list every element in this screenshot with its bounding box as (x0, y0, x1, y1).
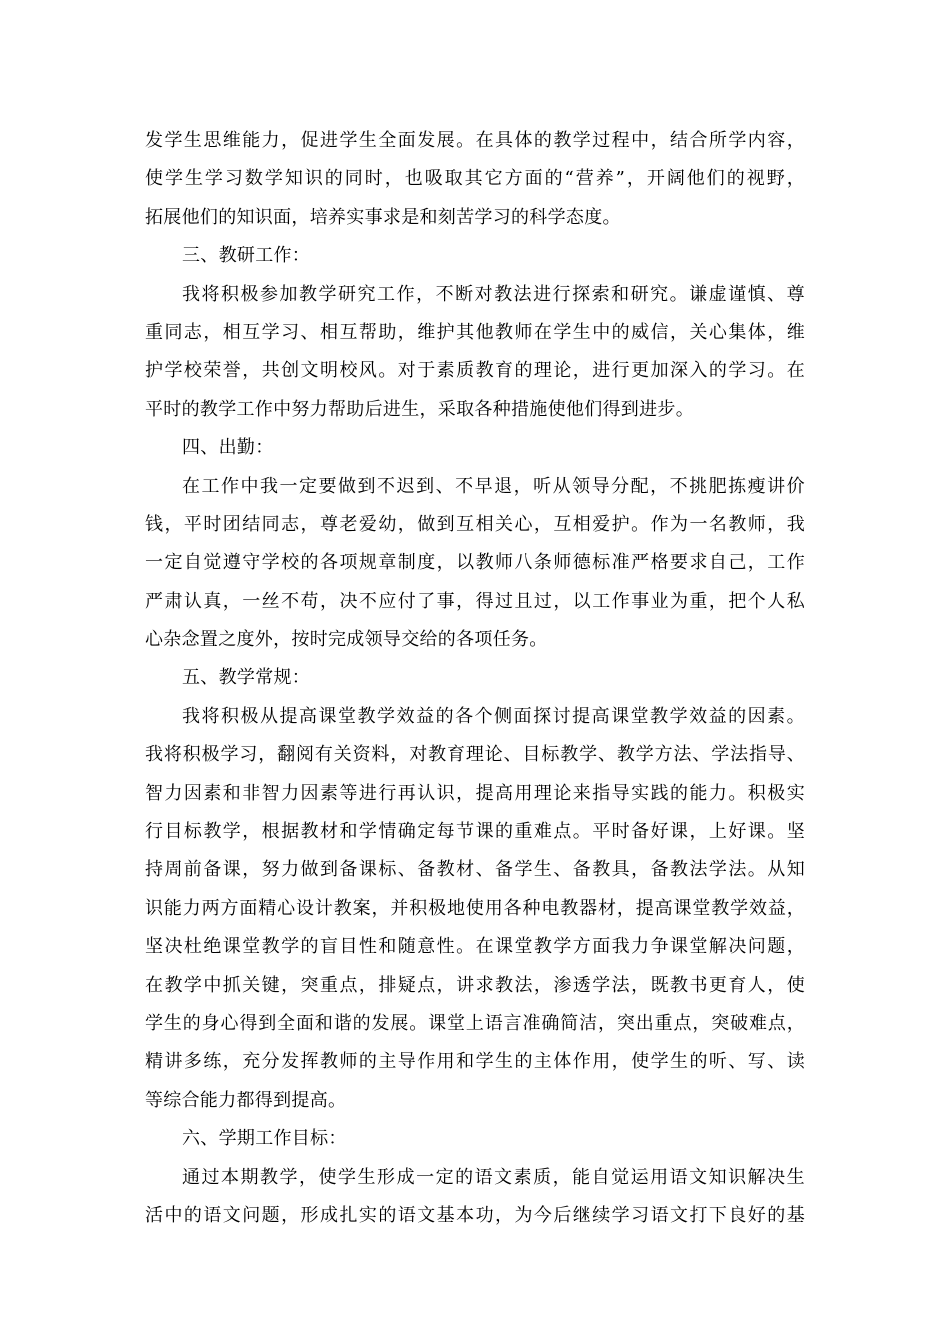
text-line: 护学校荣誉，共创文明校风。对于素质教育的理论，进行更加深入的学习。在 (145, 360, 805, 382)
text-line: 心杂念置之度外，按时完成领导交给的各项任务。 (145, 629, 548, 651)
text-line: 通过本期教学，使学生形成一定的语文素质，能自觉运用语文知识解决生 (182, 1166, 805, 1188)
text-line: 等综合能力都得到提高。 (145, 1089, 347, 1111)
text-line: 严肃认真，一丝不苟，决不应付了事，得过且过，以工作事业为重，把个人私 (145, 590, 805, 612)
text-line: 在工作中我一定要做到不迟到、不早退，听从领导分配，不挑肥拣瘦讲价 (182, 475, 805, 497)
document-page (145, 122, 805, 1235)
text-line: 行目标教学，根据教材和学情确定每节课的重难点。平时备好课，上好课。坚 (145, 821, 805, 843)
section-heading-research: 三、教研工作： (182, 245, 311, 267)
text-line: 学生的身心得到全面和谐的发展。课堂上语言准确简洁，突出重点，突破难点， (145, 1012, 805, 1034)
text-line: 活中的语文问题，形成扎实的语文基本功，为今后继续学习语文打下良好的基 (145, 1204, 805, 1226)
text-line: 智力因素和非智力因素等进行再认识，提高用理论来指导实践的能力。积极实 (145, 782, 805, 804)
text-line: 持周前备课，努力做到备课标、备教材、备学生、备教具，备教法学法。从知 (145, 859, 805, 881)
section-heading-goals: 六、学期工作目标： (182, 1128, 347, 1150)
text-line: 精讲多练，充分发挥教师的主导作用和学生的主体作用，使学生的听、写、读 (145, 1051, 805, 1073)
text-line: 在教学中抓关键，突重点，排疑点，讲求教法，渗透学法，既教书更育人，使 (145, 974, 805, 996)
text-line: 坚决杜绝课堂教学的盲目性和随意性。在课堂教学方面我力争课堂解决问题， (145, 936, 805, 958)
text-line: 我将积极从提高课堂教学效益的各个侧面探讨提高课堂教学效益的因素。 (182, 705, 805, 727)
text-line: 发学生思维能力，促进学生全面发展。在具体的教学过程中，结合所学内容， (145, 130, 805, 151)
text-line: 使学生学习数学知识的同时，也吸取其它方面的“营养”，开阔他们的视野， (145, 168, 805, 190)
text-line: 我将积极参加教学研究工作，不断对教法进行探索和研究。谦虚谨慎、尊 (182, 283, 805, 305)
section-heading-routine: 五、教学常规： (182, 667, 311, 689)
text-line: 钱，平时团结同志，尊老爱幼，做到互相关心，互相爱护。作为一名教师，我 (145, 513, 805, 535)
text-line: 拓展他们的知识面，培养实事求是和刻苦学习的科学态度。 (145, 206, 621, 228)
text-line: 一定自觉遵守学校的各项规章制度，以教师八条师德标准严格要求自己，工作 (145, 552, 805, 574)
text-line: 我将积极学习，翻阅有关资料，对教育理论、目标教学、教学方法、学法指导、 (145, 744, 805, 766)
text-line: 重同志，相互学习、相互帮助，维护其他教师在学生中的威信，关心集体，维 (145, 321, 805, 343)
text-line: 平时的教学工作中努力帮助后进生，采取各种措施使他们得到进步。 (145, 398, 694, 420)
text-line: 识能力两方面精心设计教案，并积极地使用各种电教器材，提高课堂教学效益， (145, 897, 805, 919)
section-heading-attendance: 四、出勤： (182, 437, 274, 459)
